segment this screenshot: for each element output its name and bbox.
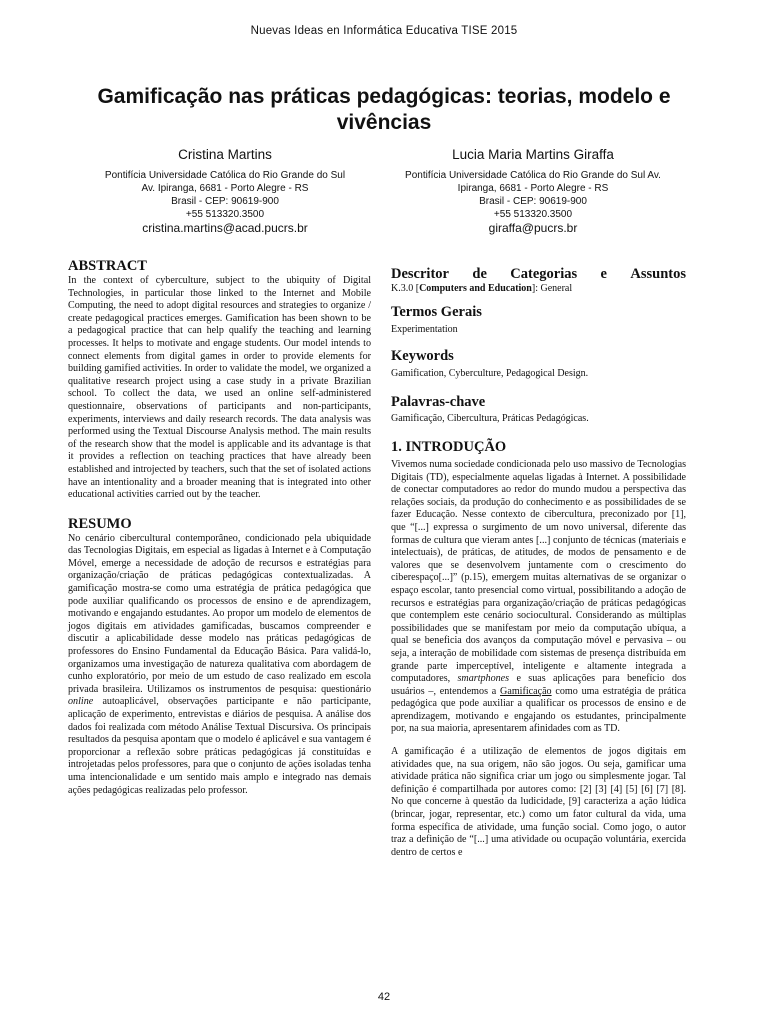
author-affiliation: Pontifícia Universidade Católica do Rio Grande do Sul [104, 170, 346, 181]
right-column [391, 258, 686, 859]
introducao-paragraph-1 [391, 459, 686, 736]
left-column [68, 258, 371, 797]
resumo-text-part-1: No cenário cibercultural contemporâneo, condicionado pela ubiquidade das Tecnologias Digitais, em especial as ligadas à Internet e à Computação Móvel, emerge a necessidade de adoção de recursos e estratégias para organização/criação de práticas pedagógicas contextualizadas. A gamificação mostra-se como uma estratégia de prática pedagógica que pode auxiliar qualificando os processos de ensino e de aprendizagem, motivando e engajando estudantes. Ao propor um modelo de elementos de jogos digitais em atividades gamificadas, buscamos compreender e discutir a aplicabilidade desse modelo nas práticas pedagógicas de professores do Ensino Fundamental da Educação Básica. Para validá-lo, organizamos uma investigação de natureza qualitativa com abordagem de cunho exploratório, por meio de um estudo de caso realizado em escola privada brasileira. Utilizamos os instrumentos de pesquisa: questionário [68, 532, 371, 695]
author-affiliation: Pontifícia Universidade Católica do Rio Grande do Sul Av. [405, 170, 661, 181]
termos-gerais-text: Experimentation [391, 324, 458, 335]
intro-underline: Gamificação [500, 685, 552, 697]
palavras-chave-heading: Palavras-chave [391, 394, 486, 410]
palavras-chave-text: Gamificação, Cibercultura, Práticas Pedagógicas. [391, 413, 589, 424]
author-country: Brasil - CEP: 90619-900 [479, 196, 587, 207]
author-country: Brasil - CEP: 90619-900 [171, 196, 279, 207]
abstract-heading: ABSTRACT [68, 258, 147, 274]
intro-italic: smartphones [457, 673, 510, 685]
author-email[interactable]: cristina.martins@acad.pucrs.br [142, 221, 308, 235]
intro-text-a: Vivemos numa sociedade condicionada pelo uso massivo de Tecnologias Digitais (TD), especialmente aquelas ligadas à Internet. A possibilidade de conectar computadores ao redor do mundo mudou a perspectiva das relações sociais, da produção do conhecimento e as possibilidades de se fazer Educação. Nesse contexto de cibercultura, preconizado por [1], que “[...] expressa o surgimento de um novo universal, diferente das formas de cultura que vieram antes [...] conjunto de técnicas (materiais e intelectuais), de práticas, de atitudes, de modos de pensamento e de valores que se desenvolvem juntamente com o crescimento do ciberespaço[...]” (p.15), emergem muitas alternativas de se organizar o espaço escolar, tanto presencial como virtual, possibilitando a adoção de recursos e estratégias para organização/criação de práticas pedagógicas que contemplem este cenário sociocultural. Considerando as múltiplas possibilidades que se manifestam por meio da computação ubíqua, a qual se beneficia dos avanços da computação móvel e pervasiva – ou seja, a interação de mobilidade com sistemas de presença distribuída em grande parte imperceptível, inteligente e altamente integrada a computadores, [391, 459, 686, 685]
keywords-heading: Keywords [391, 348, 454, 364]
intro-text-b: e suas aplicações para benefício dos usuários –, entendemos a [391, 673, 686, 697]
author-name: Lucia Maria Martins Giraffa [452, 147, 614, 162]
descritor-word: Descritor [391, 266, 449, 282]
descritor-rest: ]: General [531, 283, 573, 294]
paper-title: Gamificação nas práticas pedagógicas: teorias, modelo e vivências [97, 85, 671, 134]
author-address: Av. Ipiranga, 6681 - Porto Alegre - RS [141, 183, 309, 194]
author-block-2 [378, 146, 688, 235]
abstract-text: In the context of cyberculture, subject to the ubiquity of Digital Technologies, in particular those linked to the Internet and Mobile Computing, the need to adopt digital resources and strategies to organize / create pedagogical practices emerges. Gamification has been shown to be a pedagogical practice that can help qualify the teaching and learning processes. It helps to motivate and engage students. Our model intends to connect elements from digital games in order to provide elements for building gamified activities. In order to validate the model, we organized a qualitative research project using a case study in a private Brazilian school. To collect the data, we used an online self-administered questionnaire, observations of participants and non-participants, experiments, interviews and daily research records. The data analysis was performed using the Textual Discourse Analysis method. The main results of the research show that the model is applicable and its advantage is that it provides a reflection on teaching practices that have already been established and introjected by teachers, such that the set of isolated actions have an intentionality and a broader meaning that is integrated into other educational activities carried out by the teacher. [68, 275, 371, 501]
author-name: Cristina Martins [178, 147, 272, 162]
descritor-word: Categorias [510, 266, 578, 282]
introducao-heading: 1. INTRODUÇÃO [391, 439, 507, 455]
author-block-1 [70, 146, 380, 235]
page-number: 42 [377, 991, 391, 1003]
descritor-word: e [600, 266, 607, 282]
descritor-word: Assuntos [630, 266, 686, 282]
keywords-text: Gamification, Cyberculture, Pedagogical Design. [391, 368, 589, 379]
descritor-word: de [472, 266, 487, 282]
intro-text-c: como uma estratégia de prática pedagógica que pode auxiliar a qualificar os processos de ensino e de aprendizagem, motivando e engajando os estudantes, principalmente por, na sua maioria, apresentarem afinidades com as TD. [391, 685, 686, 735]
descritor-code: K.3.0 [ [391, 283, 420, 294]
descritor-heading [391, 266, 686, 283]
descritor-text [391, 283, 686, 295]
author-phone: +55 513320.3500 [185, 209, 265, 220]
author-address: Ipiranga, 6681 - Porto Alegre - RS [457, 183, 609, 194]
descritor-bold: Computers and Education [419, 283, 532, 294]
introducao-paragraph-2: A gamificação é a utilização de elementos de jogos digitais em atividades que, na sua origem, não são jogos. Ou seja, gamificar uma atividade prática não significa criar um jogo ou simplesmente jogar. Tal definição é compartilhada por autores como: [2] [3] [4] [5] [6] [7] [8]. No que concerne à questão da ludicidade, [9] caracteriza a ação lúdica (brincar, jogar, representar, etc.) como um fator cultural da vida, uma forma específica de atividade, uma função social. Como jogo, o autor traz a definição de “[...] uma atividade ou ocupação voluntária, exercida dentro de certos e [391, 746, 686, 858]
author-phone: +55 513320.3500 [493, 209, 573, 220]
author-email[interactable]: giraffa@pucrs.br [488, 221, 578, 235]
resumo-text-part-2: autoaplicável, observações participante e não participante, aplicação de experimento, entrevistas e diários de pesquisa. A análise dos dados foi realizada com método Análise Textual Discursiva. Os principais resultados da pesquisa apontam que o modelo é aplicável e sua vantagem é proporcionar a reflexão sobre práticas pedagógicas já constituídas e introjetadas pelos professores, para que o conjunto de ações isoladas tenha uma intencionalidade e um sentido mais amplo e integrado nas demais ações pedagógicas realizadas pelo professor. [68, 696, 371, 796]
running-header: Nuevas Ideas en Informática Educativa TISE 2015 [250, 25, 518, 37]
resumo-italic: online [68, 696, 94, 708]
termos-gerais-heading: Termos Gerais [391, 304, 482, 320]
resumo-text [68, 533, 371, 797]
resumo-heading: RESUMO [68, 515, 132, 532]
